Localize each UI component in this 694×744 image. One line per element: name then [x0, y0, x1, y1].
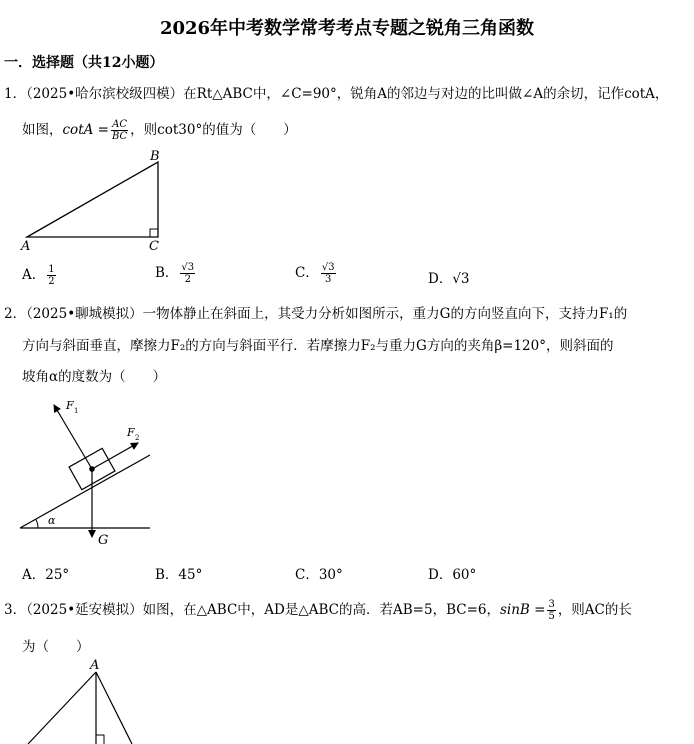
q3-line1-suffix: ，则AC的长 — [557, 602, 632, 618]
q1-option-d-letter: D． — [428, 271, 453, 287]
q1-option-d-text: √3 — [452, 271, 470, 287]
q1-label-b: B — [150, 149, 160, 164]
q1-formula-lhs: cotA = — [62, 122, 109, 138]
q3-line1-prefix: 3．（2025•延安模拟）如图，在△ABC中，AD是△ABC的高．若AB=5，BC=6， — [4, 602, 500, 618]
q2-option-a-text: 25° — [45, 567, 70, 583]
q1-formula-den: BC — [111, 131, 128, 142]
q1-option-b-num: √3 — [181, 262, 195, 273]
q3-side-ab — [28, 672, 96, 744]
q2-option-d-letter: D． — [428, 567, 453, 583]
q2-option-b-text: 45° — [178, 567, 203, 583]
q1-formula-num: AC — [112, 119, 127, 130]
q2-option-a-letter: A． — [22, 567, 46, 583]
q2-option-b-letter: B． — [155, 567, 179, 583]
q1-line2-suffix: ，则cot30°的值为（ ） — [130, 122, 297, 138]
page-title: 2026年中考数学常考考点专题之锐角三角函数 — [159, 18, 535, 39]
section-heading: 一．选择题（共12小题） — [4, 55, 164, 71]
q3-sin-num: 3 — [548, 599, 555, 610]
q2-label-f1-sub: 1 — [74, 407, 79, 415]
q2-line1: 2．（2025•聊城模拟）一物体静止在斜面上，其受力分析如图所示，重力G的方向竖直向下，支持力F₁的 — [4, 306, 628, 322]
q3-side-ac — [96, 672, 132, 744]
q3-label-a: A — [90, 658, 100, 673]
q1-option-a-den: 2 — [48, 276, 55, 287]
q2-label-g: G — [98, 533, 109, 548]
q1-line1: 1．（2025•哈尔滨校级四模）在Rt△ABC中，∠C=90°，锐角A的邻边与对边的比叫做∠A的余切，记作cotA， — [4, 86, 669, 102]
q1-option-b-letter: B． — [155, 265, 179, 281]
q2-line3: 坡角α的度数为（ ） — [22, 369, 167, 385]
q1-option-a-num: 1 — [48, 264, 55, 275]
q1-option-a-letter: A． — [22, 267, 46, 283]
q2-label-alpha: α — [48, 514, 56, 527]
q2-label-f2: F — [127, 426, 135, 439]
q2-option-d-text: 60° — [452, 567, 477, 583]
q1-option-b-den: 2 — [184, 274, 191, 285]
q1-option-c-den: 3 — [325, 274, 332, 285]
q2-label-f2-sub: 2 — [135, 434, 140, 442]
q3-sin-den: 5 — [548, 611, 555, 622]
q2-option-c-text: 30° — [318, 567, 343, 583]
q3-right-angle-mark — [96, 735, 104, 744]
q1-line2-prefix: 如图， — [22, 122, 63, 138]
q2-label-f1: F — [66, 399, 74, 412]
q1-option-c-num: √3 — [321, 262, 335, 273]
q2-line2: 方向与斜面垂直，摩擦力F₂的方向与斜面平行．若摩擦力F₂与重力G方向的夹角β=120°，则斜面的 — [22, 338, 614, 354]
q1-option-c-letter: C． — [295, 265, 319, 281]
q2-option-c-letter: C． — [295, 567, 319, 583]
q3-sin-label: sinB = — [499, 602, 546, 618]
q1-label-c: C — [149, 239, 159, 254]
q1-label-a: A — [21, 239, 31, 254]
q3-line2: 为（ ） — [22, 639, 90, 655]
